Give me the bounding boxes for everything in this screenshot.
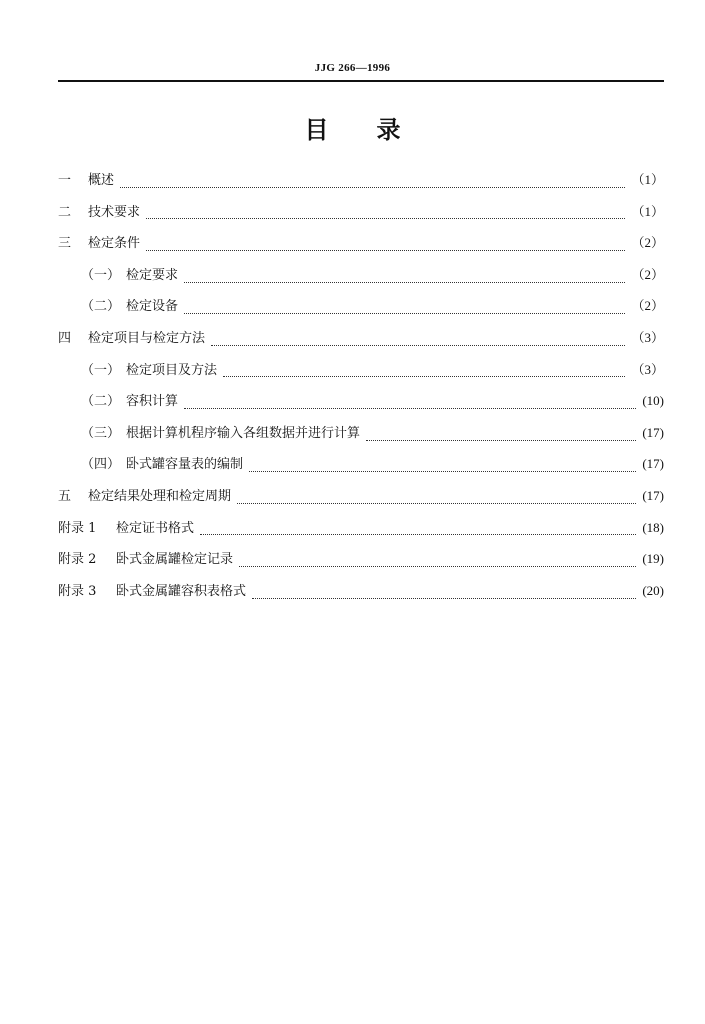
toc-entry[interactable] (58, 231, 664, 263)
toc-entry[interactable] (58, 452, 664, 484)
toc-entry-label: 容积计算 (126, 394, 179, 410)
toc-entry[interactable] (58, 326, 664, 358)
toc-entry-page: (20) (642, 582, 664, 598)
toc-entry-page: (19) (642, 551, 664, 567)
table-of-contents (58, 168, 664, 610)
toc-entry-label: 检定设备 (126, 299, 179, 315)
dot-leader (146, 217, 625, 219)
toc-entry-label: 检定要求 (126, 267, 179, 283)
toc-entry[interactable] (58, 484, 664, 516)
toc-entry-number: 附录 3 (58, 583, 97, 599)
toc-entry[interactable] (58, 389, 664, 421)
dot-leader (252, 597, 636, 599)
toc-entry-page: （1） (631, 172, 664, 187)
toc-entry[interactable] (58, 263, 664, 295)
dot-leader (200, 533, 636, 535)
toc-entry[interactable] (58, 200, 664, 232)
toc-entry-number: （三） (81, 425, 121, 441)
toc-entry[interactable] (58, 294, 664, 326)
toc-entry-page: （1） (631, 203, 664, 219)
toc-entry-number: 五 (58, 488, 72, 504)
page-title: 目 录 (304, 116, 401, 144)
toc-entry[interactable] (58, 421, 664, 453)
toc-entry[interactable] (58, 579, 664, 611)
toc-entry-label: 技术要求 (88, 204, 141, 220)
toc-entry-page: （2） (631, 266, 664, 282)
toc-entry-page: (17) (642, 424, 664, 440)
toc-entry-label: 检定结果处理和检定周期 (88, 488, 232, 504)
toc-entry-number: 附录 2 (58, 552, 97, 568)
toc-entry-page: （2） (631, 235, 664, 251)
toc-entry-page: （3） (631, 361, 664, 377)
toc-entry-label: 检定条件 (88, 236, 141, 252)
dot-leader (237, 502, 636, 504)
dot-leader (249, 470, 636, 472)
toc-entry-page: (17) (642, 487, 664, 503)
toc-entry-number: 二 (58, 204, 72, 220)
dot-leader (184, 312, 625, 314)
dot-leader (120, 186, 625, 188)
dot-leader (239, 565, 636, 567)
toc-entry[interactable] (58, 516, 664, 548)
toc-entry-number: 附录 1 (58, 520, 97, 536)
dot-leader (146, 249, 625, 251)
header-rule (58, 80, 664, 82)
toc-entry-number: （一） (81, 267, 121, 283)
toc-entry-number: （二） (81, 394, 121, 410)
toc-entry-number: （一） (81, 362, 121, 378)
dot-leader (223, 375, 625, 377)
toc-entry-number: 四 (58, 330, 72, 346)
toc-entry-label: 检定项目及方法 (126, 362, 218, 378)
dot-leader (184, 281, 625, 283)
toc-entry-page: (18) (642, 519, 664, 535)
toc-entry-label: 检定项目与检定方法 (88, 330, 206, 346)
toc-entry-page: (17) (642, 456, 664, 472)
toc-entry-number: （四） (81, 457, 121, 473)
toc-entry-page: （2） (631, 298, 664, 314)
toc-entry-number: （二） (81, 299, 121, 315)
toc-entry-label: 卧式罐容量表的编制 (126, 457, 244, 473)
toc-entry-label: 根据计算机程序输入各组数据并进行计算 (126, 425, 361, 441)
standard-code-header: JJG 266—1996 (314, 62, 391, 74)
toc-entry[interactable] (58, 358, 664, 390)
toc-entry-number: 三 (58, 236, 72, 252)
toc-entry-page: （3） (631, 329, 664, 345)
toc-entry-page: (10) (642, 393, 664, 409)
dot-leader (211, 344, 625, 346)
dot-leader (366, 439, 636, 441)
toc-entry[interactable] (58, 547, 664, 579)
toc-entry-label: 卧式金属罐检定记录 (116, 552, 234, 568)
toc-entry[interactable] (58, 168, 664, 200)
toc-entry-label: 检定证书格式 (116, 520, 195, 536)
toc-entry-label: 卧式金属罐容积表格式 (116, 583, 247, 599)
toc-entry-number: 一 (58, 173, 72, 188)
dot-leader (184, 407, 636, 409)
toc-entry-label: 概述 (88, 173, 115, 188)
